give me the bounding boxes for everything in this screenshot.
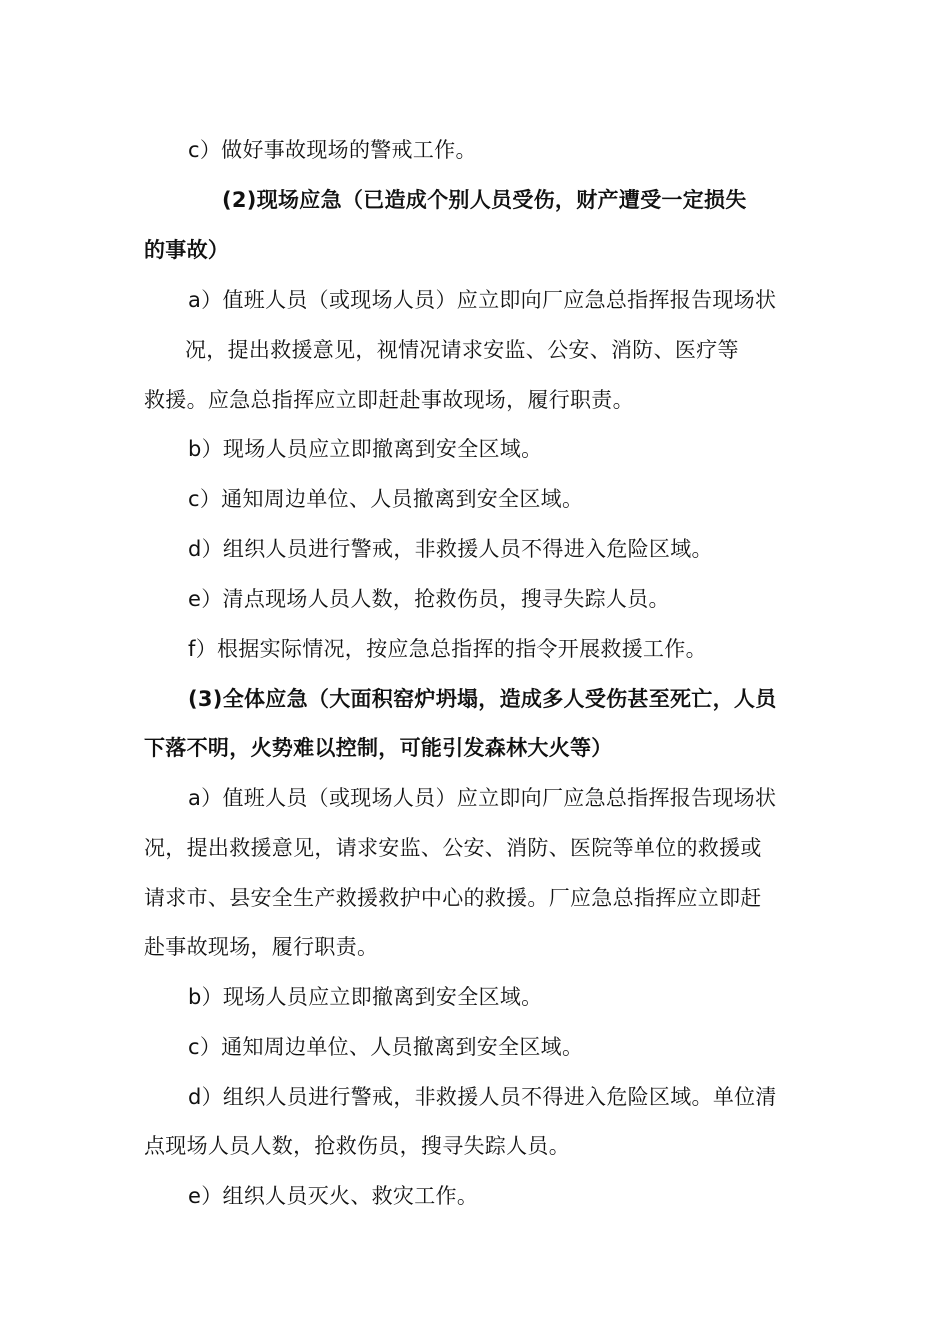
section-heading: 的事故） [144, 238, 230, 262]
paragraph-line: a）值班人员（或现场人员）应立即向厂应急总指挥报告现场状 [188, 288, 777, 312]
paragraph-line: f）根据实际情况，按应急总指挥的指令开展救援工作。 [188, 637, 707, 661]
paragraph-line: b）现场人员应立即撤离到安全区域。 [188, 985, 543, 1009]
section-heading: (2)现场应急（已造成个别人员受伤，财产遭受一定损失 [222, 188, 747, 212]
paragraph-line: e）清点现场人员人数，抢救伤员，搜寻失踪人员。 [188, 587, 670, 611]
paragraph-line: 况，提出救援意见，请求安监、公安、消防、医院等单位的救援或 [144, 836, 762, 860]
paragraph-line: a）值班人员（或现场人员）应立即向厂应急总指挥报告现场状 [188, 786, 777, 810]
paragraph-line: d）组织人员进行警戒，非救援人员不得进入危险区域。 [188, 537, 713, 561]
paragraph-line: c）通知周边单位、人员撤离到安全区域。 [188, 1035, 584, 1059]
paragraph-line: d）组织人员进行警戒，非救援人员不得进入危险区域。单位清 [188, 1085, 777, 1109]
paragraph-line: 请求市、县安全生产救援救护中心的救援。厂应急总指挥应立即赶 [144, 886, 762, 910]
paragraph-line: e）组织人员灭火、救灾工作。 [188, 1184, 479, 1208]
paragraph-line: 况，提出救援意见，视情况请求安监、公安、消防、医疗等 [185, 338, 739, 362]
paragraph-line: c）通知周边单位、人员撤离到安全区域。 [188, 487, 584, 511]
section-heading: (3)全体应急（大面积窑炉坍塌，造成多人受伤甚至死亡，人员 [188, 687, 777, 711]
paragraph-line: b）现场人员应立即撤离到安全区域。 [188, 437, 543, 461]
paragraph-line: 赴事故现场，履行职责。 [144, 935, 379, 959]
section-heading: 下落不明，火势难以控制，可能引发森林大火等） [144, 736, 613, 760]
paragraph-line: 点现场人员人数，抢救伤员，搜寻失踪人员。 [144, 1134, 570, 1158]
paragraph-line: c）做好事故现场的警戒工作。 [188, 138, 477, 162]
paragraph-line: 救援。应急总指挥应立即赶赴事故现场，履行职责。 [144, 388, 634, 412]
